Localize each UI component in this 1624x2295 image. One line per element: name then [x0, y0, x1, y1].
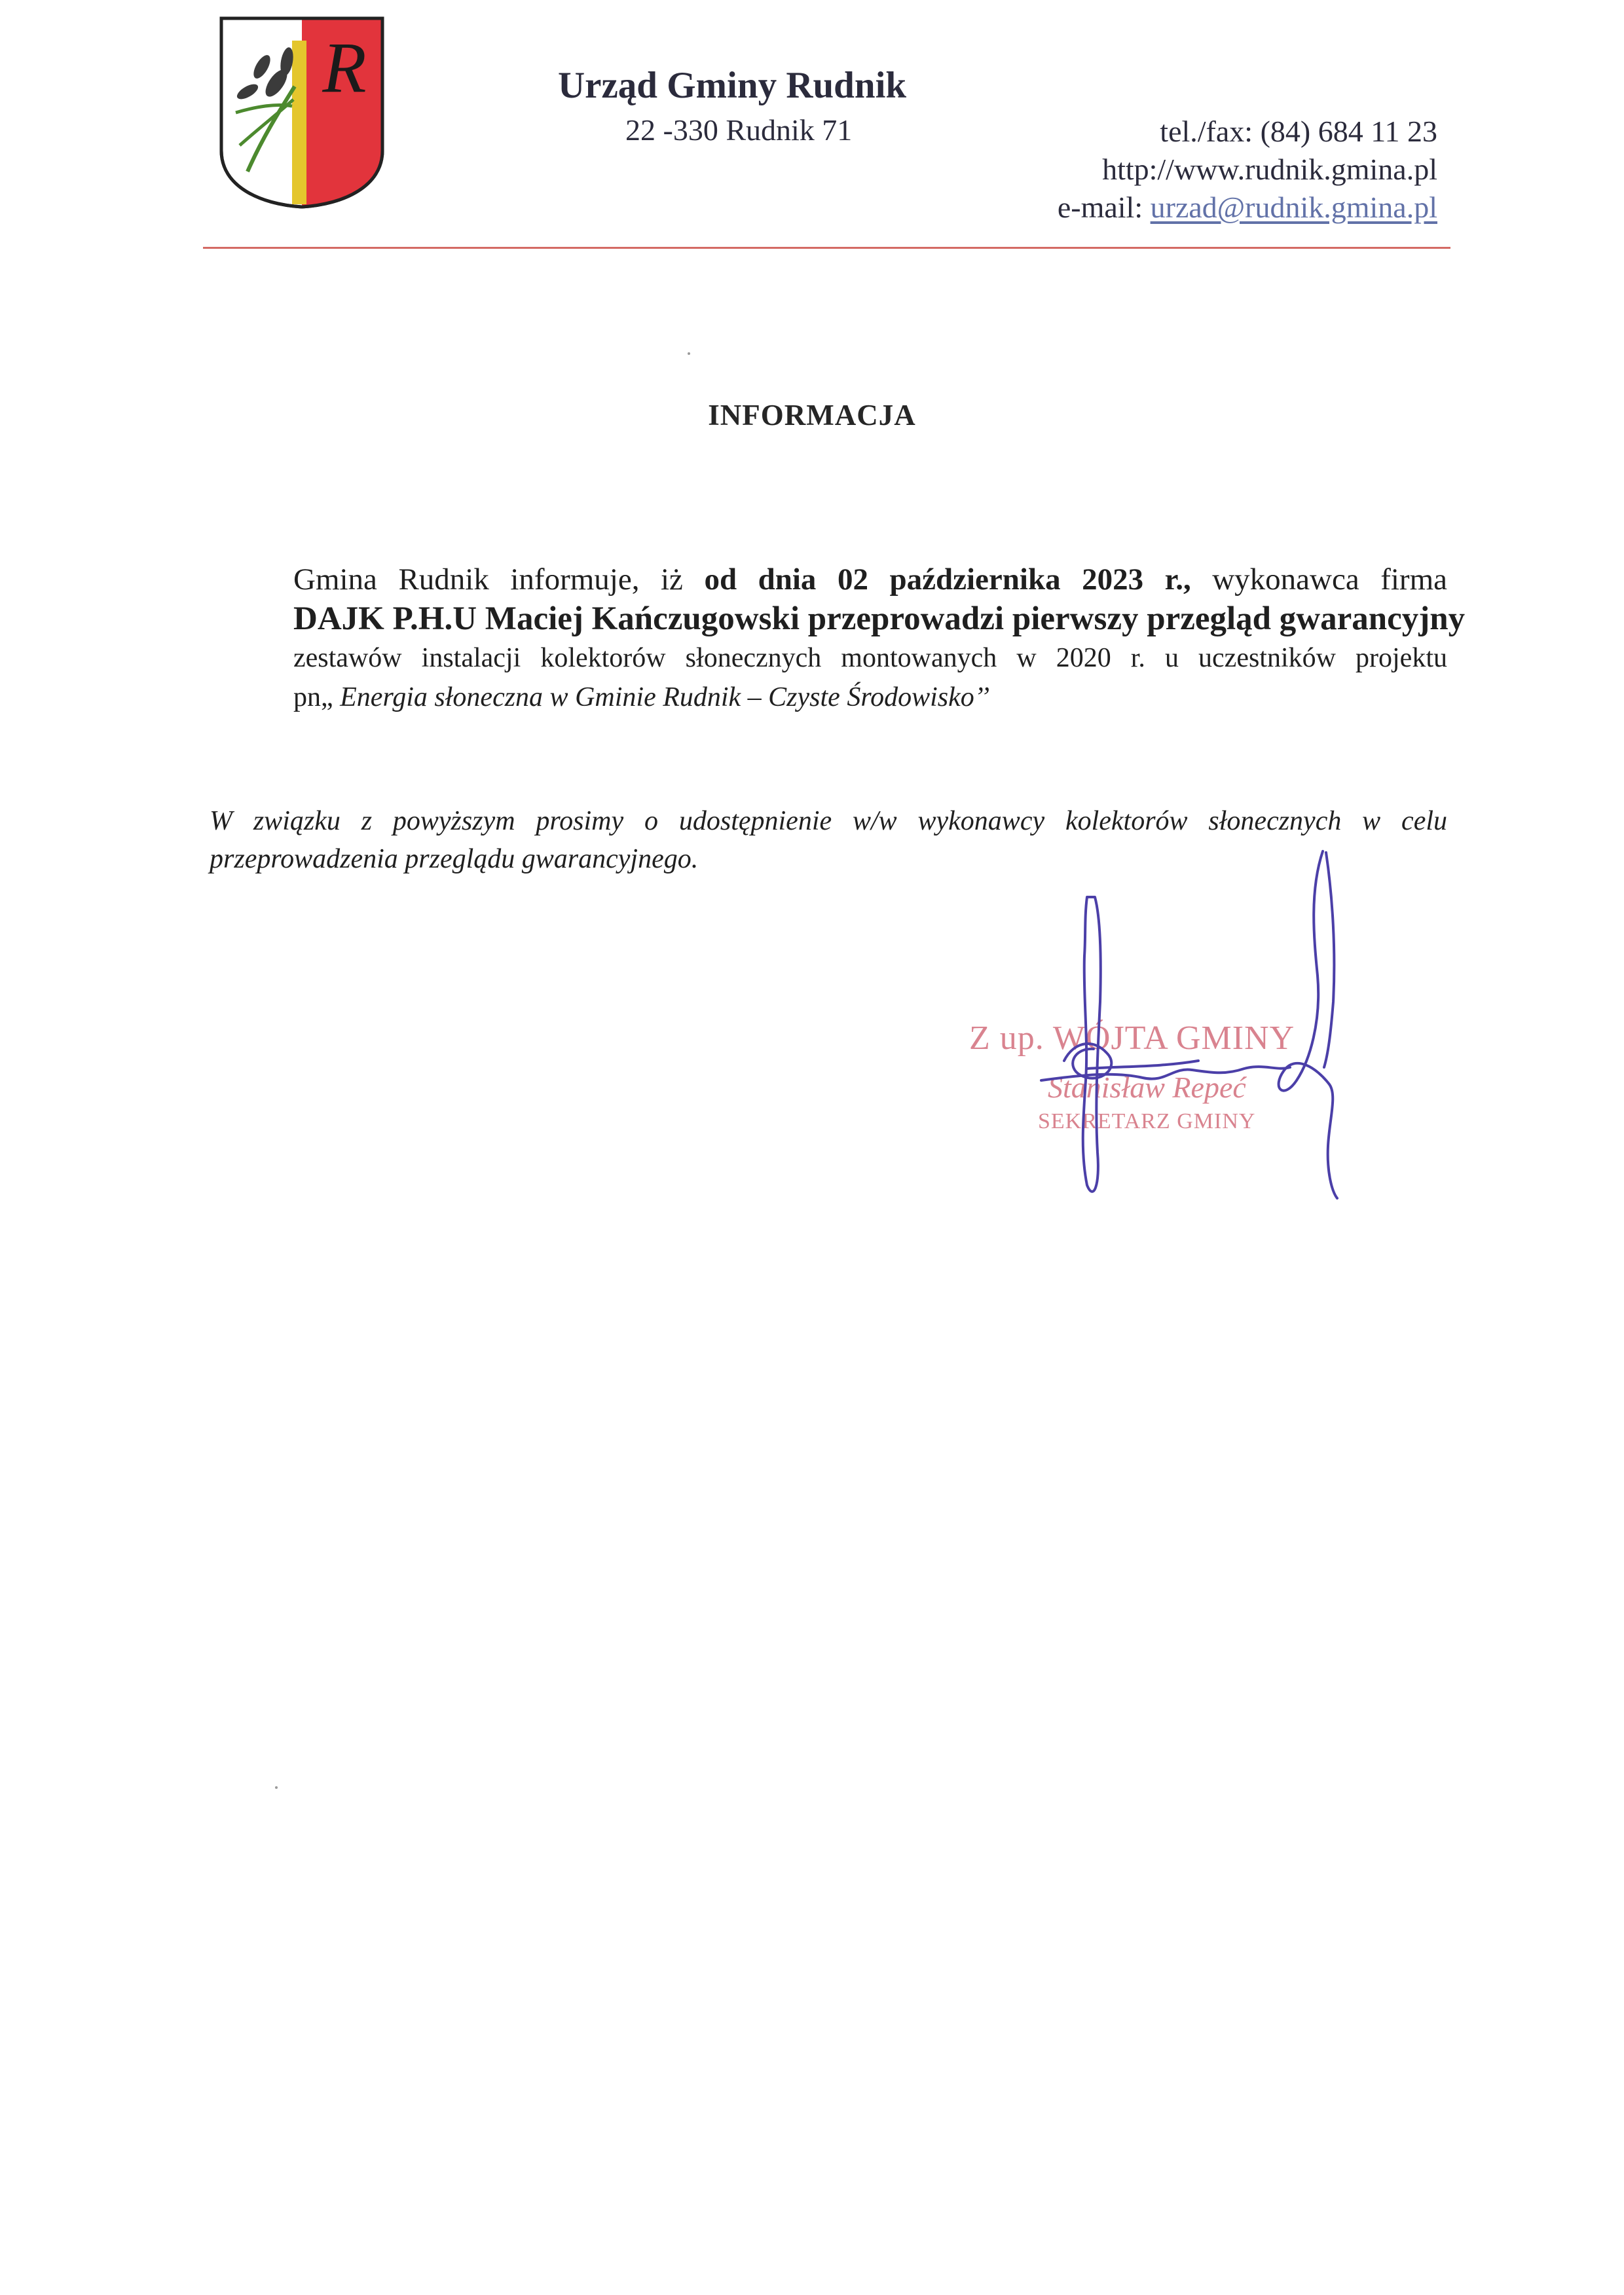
org-name: Urząd Gminy Rudnik — [558, 65, 907, 106]
org-address: 22 -330 Rudnik 71 — [625, 113, 853, 147]
email-label: e-mail: — [1057, 191, 1151, 224]
stamp-title: Z up. WÓJTA GMINY — [969, 1019, 1295, 1057]
project-name: Energia słoneczna w Gminie Rudnik – Czyste Środowisko’’ — [340, 682, 990, 712]
paragraph1-line4 — [293, 678, 1447, 717]
stamp-role: SEKRETARZ GMINY — [1038, 1109, 1256, 1133]
paragraph-announcement — [293, 560, 1466, 717]
letterhead-divider — [203, 247, 1450, 249]
paragraph1-line1 — [293, 560, 1447, 599]
paragraph2-line1: W związku z powyższym prosimy o udostępnienie w/w wykonawcy kolektorów słonecznych w celu — [210, 806, 1447, 836]
phone-fax: tel./fax: (84) 684 11 23 — [1160, 115, 1437, 148]
paragraph1-line3: zestawów instalacji kolektorów słonecznych montowanych w 2020 r. u uczestników projektu — [293, 643, 1447, 673]
contact-block — [1058, 113, 1437, 227]
stamp-name: Stanisław Repeć — [1048, 1071, 1246, 1104]
scan-speck — [275, 1786, 278, 1789]
line1-text: Gmina Rudnik informuje, iż — [293, 562, 705, 597]
email-link[interactable]: urzad@rudnik.gmina.pl — [1150, 191, 1437, 224]
project-prefix: pn„ — [293, 682, 341, 712]
handwritten-signature — [1002, 845, 1408, 1211]
website-link[interactable]: http://www.rudnik.gmina.pl — [1102, 153, 1437, 186]
email-line — [1058, 189, 1437, 227]
line1-tail: wykonawca firma — [1190, 562, 1447, 597]
scan-speck — [688, 352, 690, 355]
paragraph2-line2: przeprowadzenia przeglądu gwarancyjnego. — [210, 844, 699, 874]
inspection-date: od dnia 02 października 2023 r., — [704, 562, 1191, 597]
contractor-line: DAJK P.H.U Maciej Kańczugowski przeprowadzi pierwszy przegląd gwarancyjny — [293, 600, 1466, 637]
document-heading: INFORMACJA — [708, 399, 916, 431]
crest-letter: R — [322, 28, 367, 107]
coat-of-arms-logo — [216, 14, 388, 210]
